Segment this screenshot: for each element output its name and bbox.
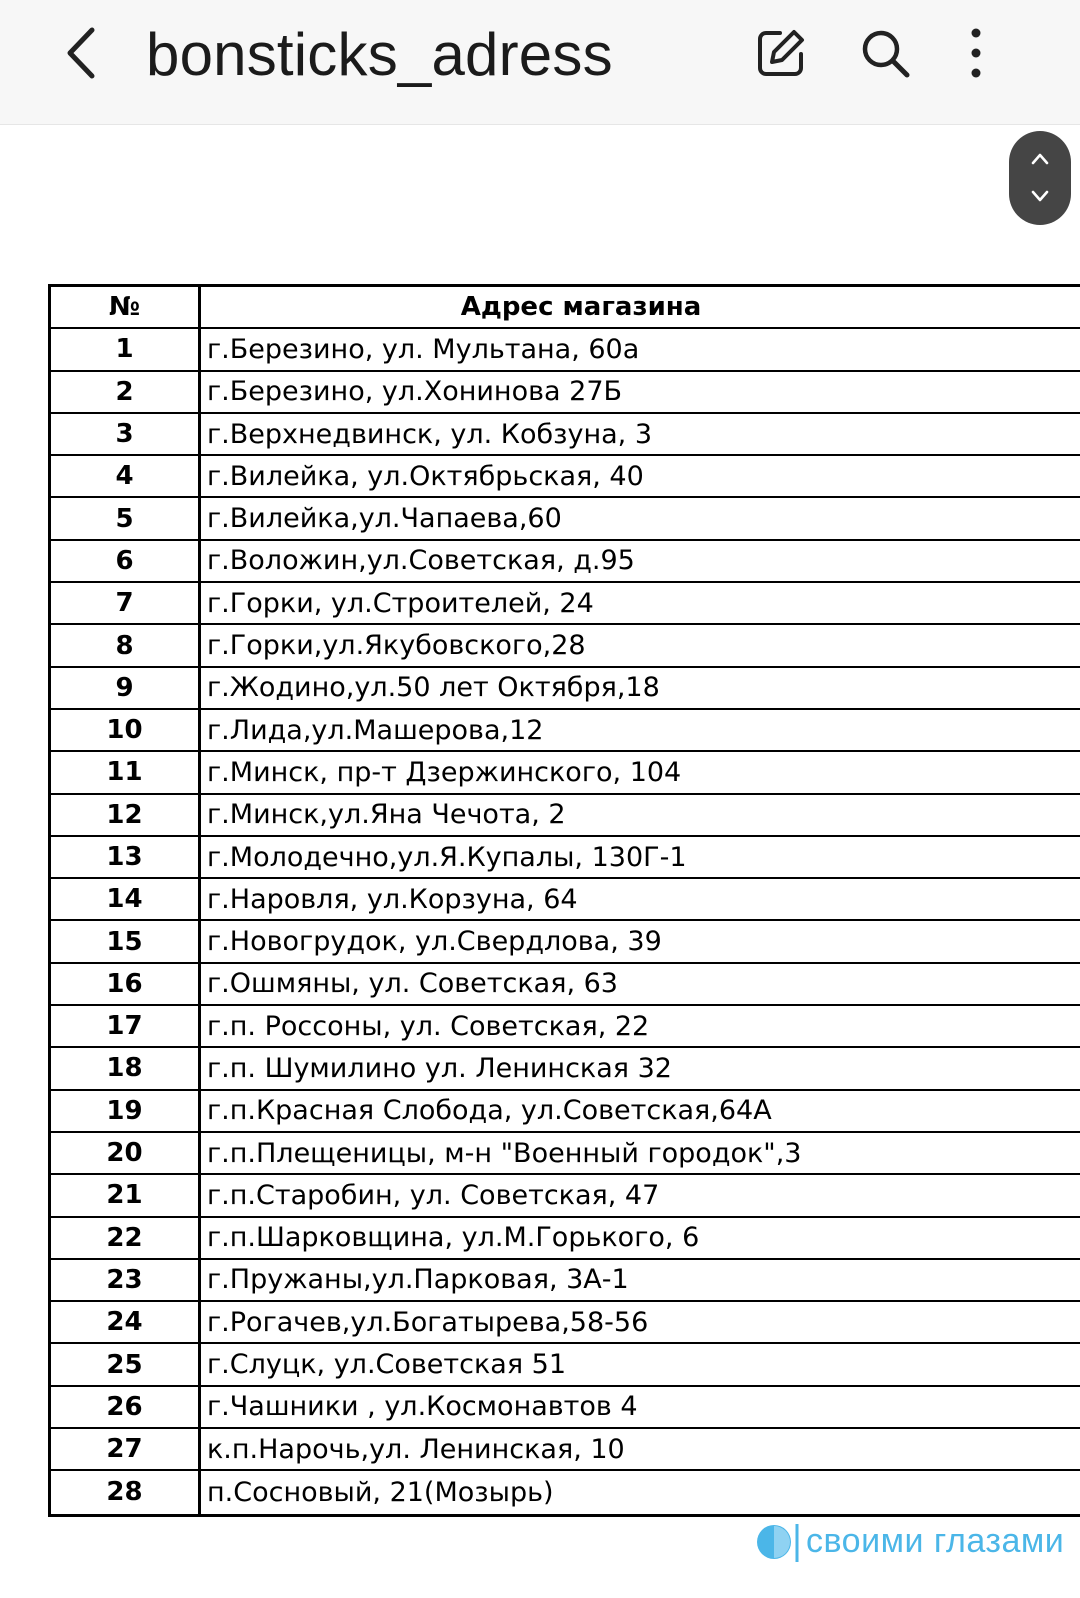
app-bar <box>0 0 1080 125</box>
table-row <box>51 1091 1080 1133</box>
page-scroll-control <box>1009 131 1071 225</box>
store-address: г.Минск, пр-т Дзержинского, 104 <box>207 756 682 788</box>
store-address: г.Жодино,ул.50 лет Октября,18 <box>207 672 660 704</box>
scroll-down-button[interactable] <box>1009 178 1071 225</box>
table-row <box>51 1387 1080 1429</box>
row-number: 11 <box>51 752 201 792</box>
edit-button[interactable] <box>752 24 810 82</box>
search-button[interactable] <box>856 24 914 82</box>
store-address: г.п. Шумилино ул. Ленинская 32 <box>207 1052 672 1084</box>
row-number: 13 <box>51 837 201 877</box>
row-number: 20 <box>51 1133 201 1173</box>
row-number: 10 <box>51 710 201 750</box>
table-row <box>51 1260 1080 1302</box>
search-icon <box>856 24 914 82</box>
row-number: 9 <box>51 668 201 708</box>
store-address: г.Чашники , ул.Космонавтов 4 <box>207 1391 638 1423</box>
row-number: 7 <box>51 583 201 623</box>
row-number: 21 <box>51 1175 201 1215</box>
table-row <box>51 710 1080 752</box>
store-address: г.п.Плещеницы, м-н "Военный городок",3 <box>207 1137 802 1169</box>
row-number: 16 <box>51 964 201 1004</box>
row-number: 23 <box>51 1260 201 1300</box>
back-button[interactable] <box>56 20 116 86</box>
edit-icon <box>752 24 810 82</box>
store-address: г.Ошмяны, ул. Советская, 63 <box>207 968 618 1000</box>
chevron-up-icon <box>1009 131 1071 178</box>
table-row <box>51 1133 1080 1175</box>
table-row <box>51 498 1080 540</box>
table-row <box>51 668 1080 710</box>
store-address: г.Молодечно,ул.Я.Купалы, 130Г-1 <box>207 841 687 873</box>
row-number: 17 <box>51 1006 201 1046</box>
table-row <box>51 1302 1080 1344</box>
row-number: 2 <box>51 372 201 412</box>
store-address: г.п.Старобин, ул. Советская, 47 <box>207 1179 660 1211</box>
row-number: 18 <box>51 1048 201 1088</box>
row-number: 15 <box>51 921 201 961</box>
row-number: 24 <box>51 1302 201 1342</box>
store-address: г.Горки, ул.Строителей, 24 <box>207 587 594 619</box>
row-number: 3 <box>51 414 201 454</box>
store-address: г.Минск,ул.Яна Чечота, 2 <box>207 799 566 831</box>
scroll-up-button[interactable] <box>1009 131 1071 178</box>
table-row <box>51 921 1080 963</box>
eye-logo-icon <box>756 1520 800 1564</box>
table-row <box>51 1218 1080 1260</box>
row-number: 6 <box>51 541 201 581</box>
store-address: г.Верхнедвинск, ул. Кобзуна, 3 <box>207 418 652 450</box>
store-address: г.Березино, ул.Хонинова 27Б <box>207 376 623 408</box>
table-row <box>51 1175 1080 1217</box>
table-row <box>51 964 1080 1006</box>
table-row <box>51 329 1080 371</box>
row-number: 1 <box>51 329 201 369</box>
table-row <box>51 456 1080 498</box>
table-row <box>51 1429 1080 1471</box>
store-address: г.Пружаны,ул.Парковая, 3А-1 <box>207 1264 629 1296</box>
more-options-button[interactable] <box>956 24 996 82</box>
document-title: bonsticks_adress <box>146 21 613 88</box>
store-address: г.Воложин,ул.Советская, д.95 <box>207 545 635 577</box>
chevron-down-icon <box>1009 178 1071 225</box>
row-number: 4 <box>51 456 201 496</box>
row-number: 25 <box>51 1344 201 1384</box>
row-number: 14 <box>51 879 201 919</box>
table-row <box>51 372 1080 414</box>
row-number: 27 <box>51 1429 201 1469</box>
row-number: 22 <box>51 1218 201 1258</box>
store-address: г.Новогрудок, ул.Свердлова, 39 <box>207 926 662 958</box>
table-row <box>51 837 1080 879</box>
column-header-address: Адрес магазина <box>460 292 702 323</box>
table-row <box>51 541 1080 583</box>
table-row <box>51 625 1080 667</box>
table-row <box>51 1471 1080 1513</box>
row-number: 8 <box>51 625 201 665</box>
row-number: 26 <box>51 1387 201 1427</box>
chevron-left-icon <box>56 20 116 86</box>
row-number: 5 <box>51 498 201 538</box>
table-header-row <box>51 287 1080 329</box>
watermark <box>756 1520 1076 1580</box>
row-number: 19 <box>51 1091 201 1131</box>
table-row <box>51 752 1080 794</box>
store-address: г.Березино, ул. Мультана, 60а <box>207 333 640 365</box>
store-address: г.п. Россоны, ул. Советская, 22 <box>207 1010 650 1042</box>
table-row <box>51 879 1080 921</box>
row-number: 12 <box>51 795 201 835</box>
row-number: 28 <box>51 1471 201 1513</box>
watermark-text: своими глазами <box>806 1522 1065 1560</box>
store-address: к.п.Нарочь,ул. Ленинская, 10 <box>207 1433 625 1465</box>
store-address: г.п.Красная Слобода, ул.Советская,64А <box>207 1095 772 1127</box>
table-row <box>51 414 1080 456</box>
store-address: г.Вилейка,ул.Чапаева,60 <box>207 503 562 535</box>
store-address: г.Слуцк, ул.Советская 51 <box>207 1349 567 1381</box>
store-address: г.Рогачев,ул.Богатырева,58-56 <box>207 1306 649 1338</box>
more-vertical-icon <box>956 24 996 82</box>
table-row <box>51 1344 1080 1386</box>
store-address: п.Сосновый, 21(Мозырь) <box>207 1476 554 1508</box>
store-address: г.Наровля, ул.Корзуна, 64 <box>207 883 578 915</box>
address-table <box>48 284 1080 1517</box>
table-row <box>51 1048 1080 1090</box>
table-row <box>51 795 1080 837</box>
store-address: г.Горки,ул.Якубовского,28 <box>207 630 586 662</box>
store-address: г.Лида,ул.Машерова,12 <box>207 714 544 746</box>
column-header-number: № <box>51 287 201 327</box>
store-address: г.Вилейка, ул.Октябрьская, 40 <box>207 460 644 492</box>
table-row <box>51 1006 1080 1048</box>
store-address: г.п.Шарковщина, ул.М.Горького, 6 <box>207 1222 700 1254</box>
table-row <box>51 583 1080 625</box>
